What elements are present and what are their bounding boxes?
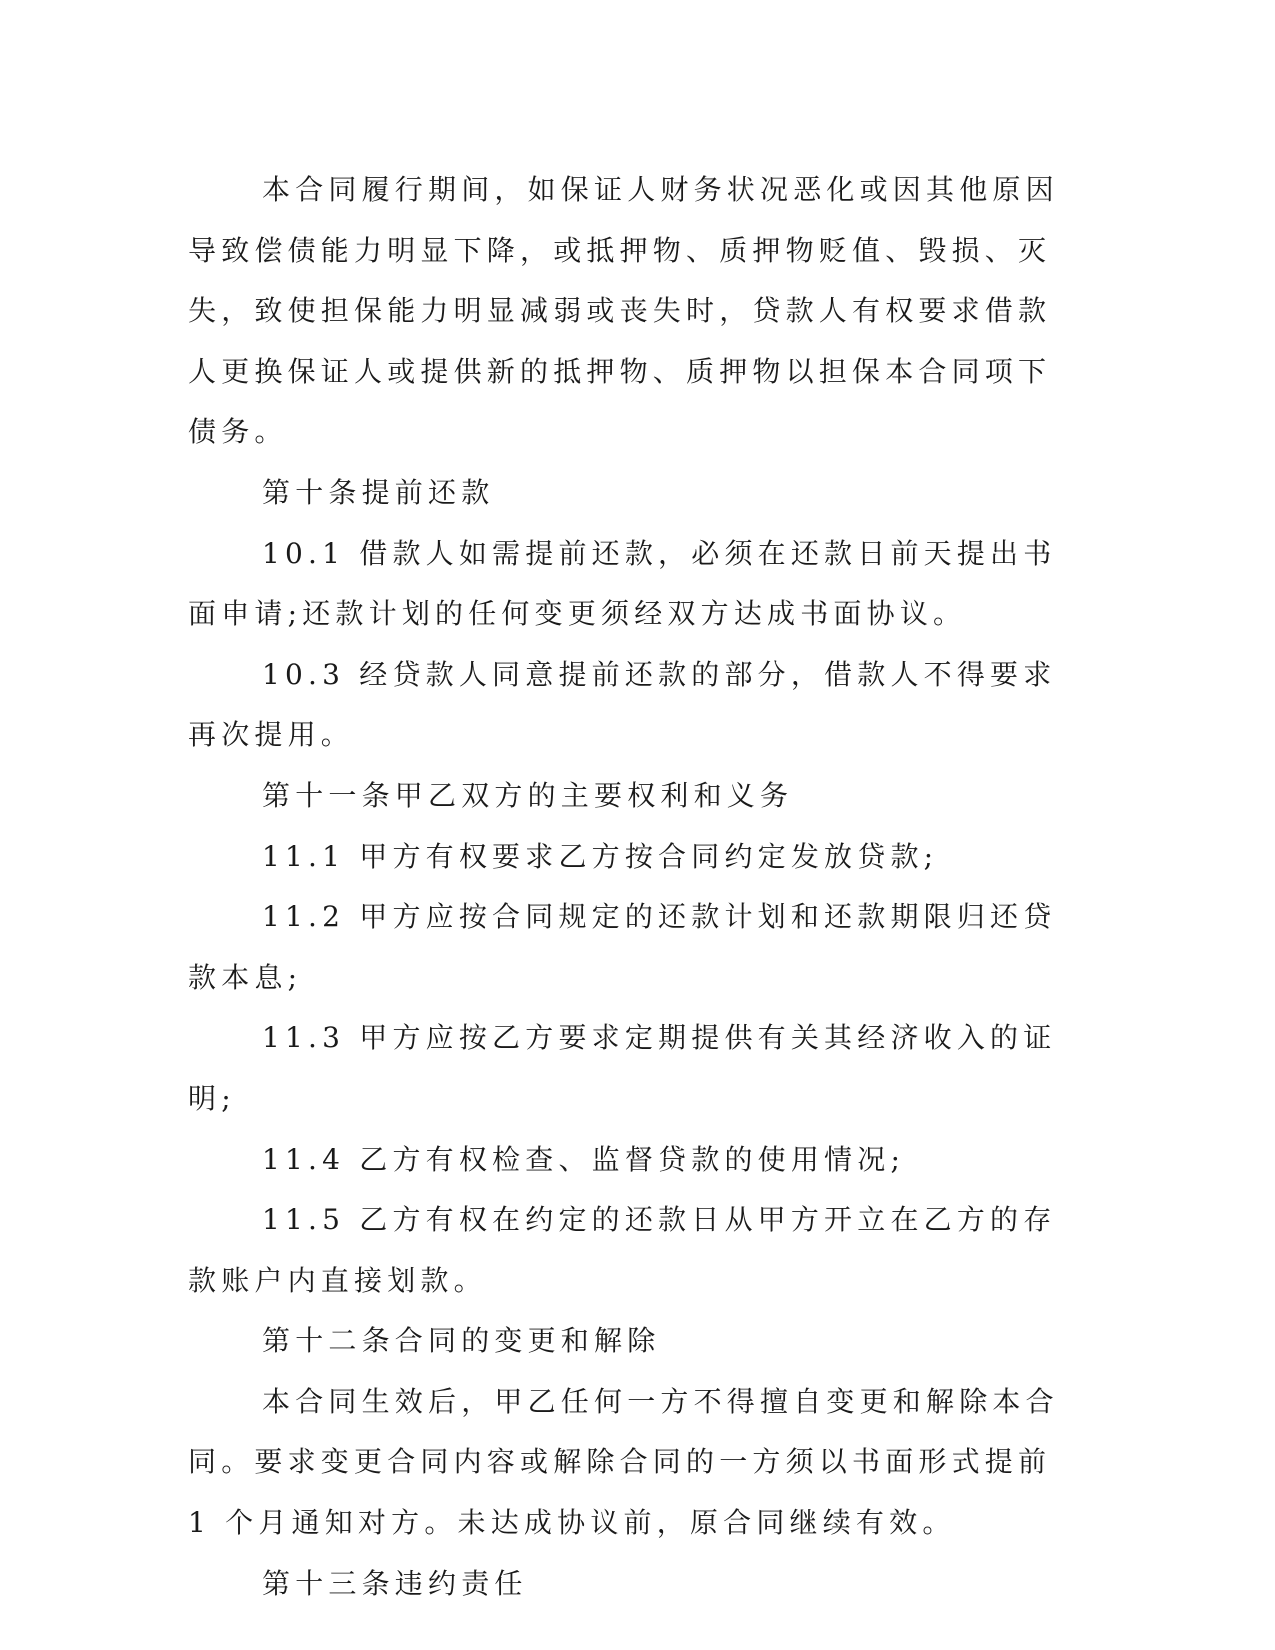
clause-11-5: 11.5 乙方有权在约定的还款日从甲方开立在乙方的存款账户内直接划款。 — [188, 1203, 1057, 1297]
clause-11-3: 11.3 甲方应按乙方要求定期提供有关其经济收入的证明; — [188, 1021, 1057, 1115]
clause-11-4: 11.4 乙方有权检查、监督贷款的使用情况; — [262, 1142, 906, 1176]
clause-10-1: 10.1 借款人如需提前还款，必须在还款日前天提出书面申请;还款计划的任何变更须经双方达成书面协议。 — [188, 536, 1057, 631]
clause-10-3: 10.3 经贷款人同意提前还款的部分，借款人不得要求再次提用。 — [188, 657, 1057, 752]
heading-article-12: 第十二条合同的变更和解除 — [262, 1324, 661, 1358]
document-body — [188, 160, 1078, 1614]
paragraph-contract-change: 本合同生效后，甲乙任何一方不得擅自变更和解除本合同。要求变更合同内容或解除合同的一方须以书面形式提前 1 个月通知对方。未达成协议前，原合同继续有效。 — [188, 1384, 1059, 1540]
heading-article-13: 第十三条违约责任 — [262, 1566, 528, 1600]
clause-11-1: 11.1 甲方有权要求乙方按合同约定发放贷款; — [262, 839, 939, 873]
clause-11-2: 11.2 甲方应按合同规定的还款计划和还款期限归还贷款本息; — [188, 900, 1057, 994]
heading-article-10: 第十条提前还款 — [262, 475, 495, 509]
heading-article-11: 第十一条甲乙双方的主要权利和义务 — [262, 778, 794, 812]
paragraph-guarantee-change: 本合同履行期间，如保证人财务状况恶化或因其他原因导致偿债能力明显下降，或抵押物、质押物贬值、毁损、灭失，致使担保能力明显减弱或丧失时，贷款人有权要求借款人更换保证人或提供新的抵押物、质押物以担保本合同项下债务。 — [188, 173, 1059, 449]
